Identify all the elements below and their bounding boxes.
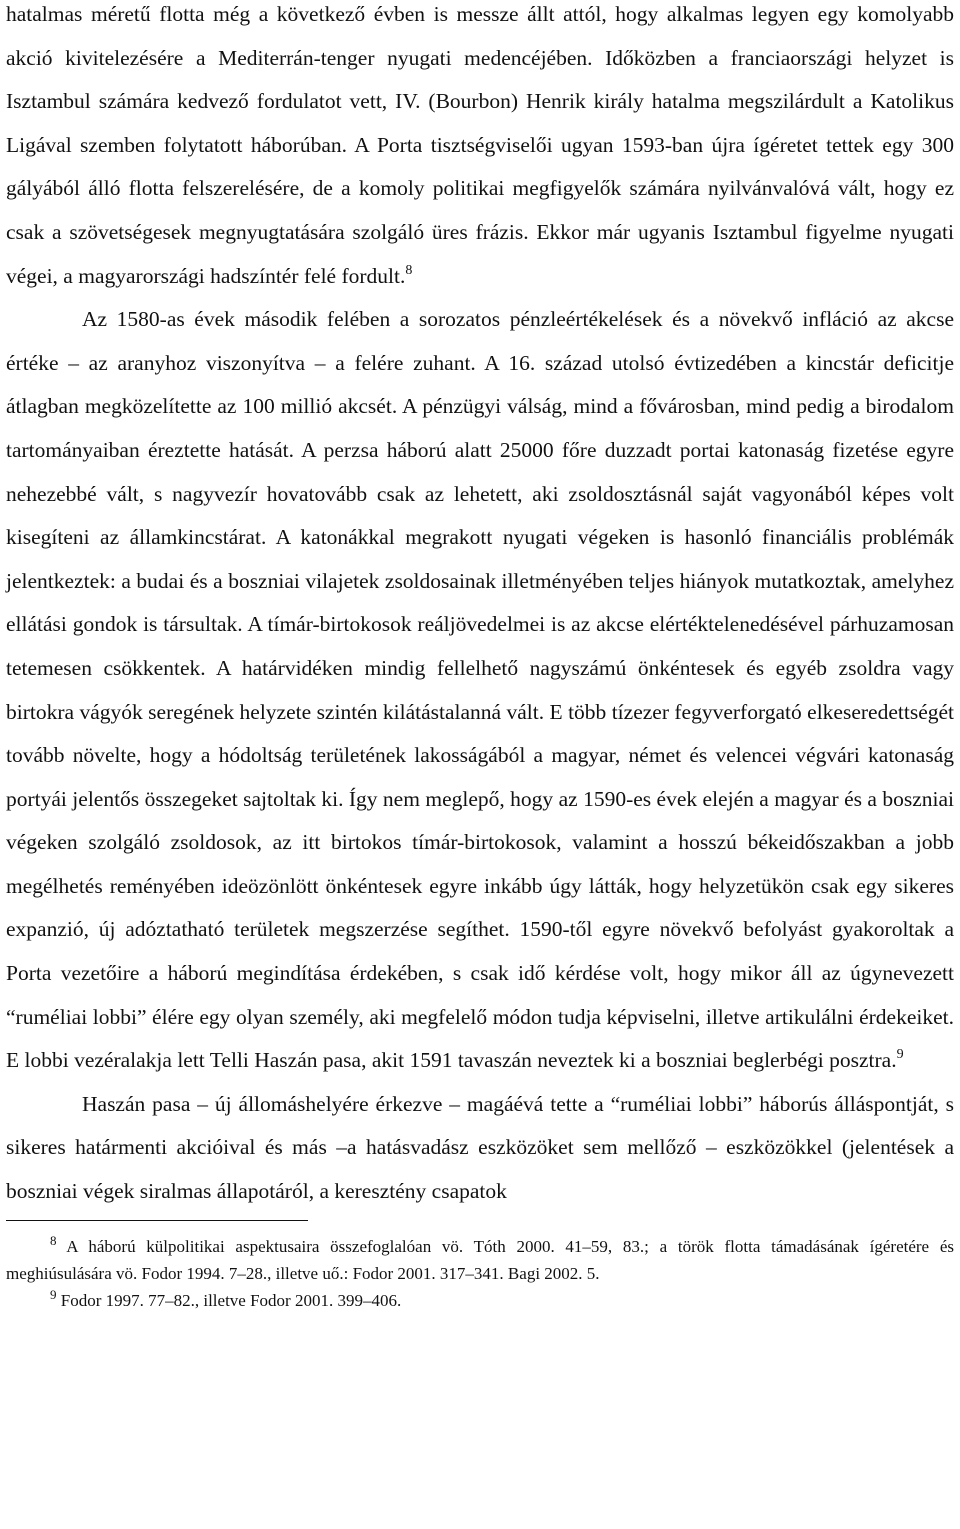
document-page: [6, 0, 954, 1314]
footnote-ref-9[interactable]: 9: [896, 1047, 904, 1063]
paragraph-2: [6, 298, 954, 1083]
footnotes: [6, 1233, 954, 1314]
paragraph-1: [6, 0, 954, 298]
paragraph-3-text: Haszán pasa – új állomáshelyére érkezve – magáévá tette a “ruméliai lobbi” háborús álláspontját, s sikeres határmenti akcióival és más –a hatásvadász eszközöket sem mellőző – eszközökkel (jelentések a boszniai végek siralmas állapotáról, a keresztény csapatok: [6, 1091, 954, 1204]
footnote-text: A háború külpolitikai aspektusaira összefoglalóan vö. Tóth 2000. 41–59, 83.; a török flotta támadásának ígéretére és meghiúsulására vö. Fodor 1994. 7–28., illetve uő.: Fodor 2001. 317–341. Bagi 2002. 5.: [6, 1236, 954, 1283]
footnote-text: Fodor 1997. 77–82., illetve Fodor 2001. 399–406.: [60, 1290, 402, 1310]
footnote-8: [6, 1233, 954, 1287]
footnote-9: [6, 1287, 954, 1314]
footnote-separator: [6, 1220, 308, 1221]
footnote-number: 8: [50, 1232, 57, 1248]
body-text: [6, 0, 954, 1214]
footnote-ref-8[interactable]: 8: [405, 262, 413, 278]
paragraph-1-text: hatalmas méretű flotta még a következő évben is messze állt attól, hogy alkalmas legyen egy komolyabb akció kivitelezésére a Mediterrán-tenger nyugati medencéjében. Időközben a franciaországi helyzet is Isztambul számára kedvező fordulatot vett, IV. (Bourbon) Henrik király hatalma megszilárdult a Katolikus Ligával szemben folytatott háborúban. A Porta tisztségviselői ugyan 1593-ban újra ígéretet tettek egy 300 gályából álló flotta felszerelésére, de a komoly politikai megfigyelők számára nyilvánvalóvá vált, hogy ez csak a szövetségesek megnyugtatására szolgáló üres frázis. Ekkor már ugyanis Isztambul figyelme nyugati végei, a magyarországi hadszíntér felé fordult.: [6, 2, 954, 288]
footnote-number: 9: [50, 1286, 57, 1302]
paragraph-3: [6, 1083, 954, 1214]
paragraph-2-text: Az 1580-as évek második felében a sorozatos pénzleértékelések és a növekvő infláció az akcse értéke – az aranyhoz viszonyítva – a felére zuhant. A 16. század utolsó évtizedében a kincstár deficitje átlagban megközelítette az 100 millió akcsét. A pénzügyi válság, mind a fővárosban, mind pedig a birodalom tartományaiban éreztette hatását. A perzsa háború alatt 25000 főre duzzadt portai katonaság fizetése egyre nehezebbé vált, s nagyvezír hovatovább csak az lehetett, aki zsoldosztásnál saját vagyonából képes volt kisegíteni az államkincstárat. A katonákkal megrakott nyugati végeken is hasonló financiális problémák jelentkeztek: a budai és a boszniai vilajetek zsoldosainak illetményében teljes hiányok mutatkoztak, amelyhez ellátási gondok is társultak. A tímár-birtokosok reáljövedelmei is az akcse elértéktelenedésével párhuzamosan tetemesen csökkentek. A határvidéken mindig fellelhető nagyszámú önkéntesek és egyéb zsoldra vagy birtokra vágyók seregének helyzete szintén kilátástalanná vált. E több tízezer fegyverforgató elkeseredettségét tovább növelte, hogy a hódoltság területének lakosságából a magyar, német és velencei végvári katonaság portyái jelentős összegeket sajtoltak ki. Így nem meglepő, hogy az 1590-es évek elején a magyar és a boszniai végeken szolgáló zsoldosok, az itt birtokos tímár-birtokosok, valamint a hosszú békeidőszakban a jobb megélhetés reményében ideözönlött önkéntesek egyre inkább úgy látták, hogy helyzetükön csak egy sikeres expanzió, új adóztatható területek megszerzése segíthet. 1590-től egyre növekvő befolyást gyakoroltak a Porta vezetőire a háború megindítása érdekében, s csak idő kérdése volt, hogy mikor áll az úgynevezett “ruméliai lobbi” élére egy olyan személy, aki megfelelő módon tudja képviselni, illetve artikulálni érdekeiket. E lobbi vezéralakja lett Telli Haszán pasa, akit 1591 tavaszán neveztek ki a boszniai beglerbégi posztra.: [6, 307, 954, 1073]
